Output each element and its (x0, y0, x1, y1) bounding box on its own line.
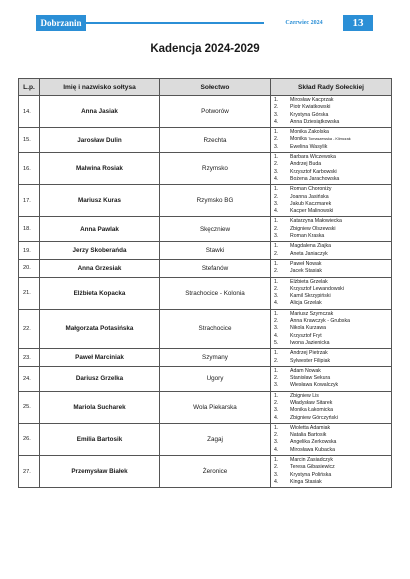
village-name: Żeronice (160, 456, 271, 488)
member-name-text: Wiesława Kowalczyk (290, 382, 339, 389)
council-member (274, 218, 391, 225)
member-name (290, 286, 391, 293)
member-number: 4. (274, 208, 279, 215)
member-name-text: Joanna Jasińska (290, 193, 329, 200)
member-name-suffix: Tomaszewska - Klimczak (308, 137, 351, 142)
row-number: 25. (19, 391, 40, 423)
member-name (290, 104, 391, 111)
member-name-text: Alicja Grzelak (290, 300, 322, 307)
soltys-name: Anna Pawlak (40, 217, 160, 242)
member-name-text: Kamil Skrzypiński (290, 293, 331, 300)
member-number: 4. (274, 118, 279, 125)
council-member (274, 119, 391, 126)
row-number: 15. (19, 128, 40, 153)
member-name-text: Krystyna Górska (290, 111, 329, 118)
member-number: 3. (274, 471, 279, 478)
member-number: 4. (274, 478, 279, 485)
soltys-name: Emilia Bartosik (40, 423, 160, 455)
member-name (290, 311, 391, 318)
member-name (290, 393, 391, 400)
council-table (18, 78, 392, 488)
member-number: 3. (274, 325, 279, 332)
village-name: Rzymsko (160, 153, 271, 185)
column-header-lp: L.p. (19, 79, 40, 96)
council-members (271, 391, 392, 423)
row-number: 19. (19, 242, 40, 260)
member-name (290, 358, 391, 365)
member-name-text: Nikola Kurzawa (290, 325, 327, 332)
soltys-name: Anna Jasiak (40, 96, 160, 128)
member-name (290, 251, 391, 258)
village-name: Rzymsko BG (160, 185, 271, 217)
council-member (274, 286, 391, 293)
member-name-text: Aneta Janiaczyk (290, 250, 328, 257)
council-members (271, 259, 392, 277)
member-name (290, 333, 391, 340)
member-name (290, 169, 391, 176)
council-members (271, 242, 392, 260)
table-row (19, 259, 392, 277)
council-member (274, 243, 391, 250)
row-number: 16. (19, 153, 40, 185)
member-name (290, 382, 391, 389)
table-row (19, 309, 392, 348)
member-name-text: Roman Kraska (290, 233, 325, 240)
member-name-text: Anna Krawczyk - Grubska (290, 318, 350, 325)
council-member (274, 144, 391, 151)
member-name-text: Stanisław Sekura (290, 375, 331, 382)
row-number: 18. (19, 217, 40, 242)
table-row (19, 423, 392, 455)
member-name (290, 375, 391, 382)
page-header (36, 15, 373, 31)
member-name (290, 243, 391, 250)
council-member (274, 368, 391, 375)
member-name-text: Marcin Zasiadczyk (290, 457, 333, 464)
council-member (274, 432, 391, 439)
member-number: 2. (274, 318, 279, 325)
soltys-name: Dariusz Grzelka (40, 366, 160, 391)
council-member (274, 169, 391, 176)
member-number: 2. (274, 225, 279, 232)
member-name-text: Sylwester Filipiak (290, 357, 331, 364)
soltys-name: Paweł Marciniak (40, 349, 160, 367)
soltys-name: Mariola Sucharek (40, 391, 160, 423)
member-name (290, 201, 391, 208)
member-name (290, 194, 391, 201)
member-name-text: Roman Choroniży (290, 186, 332, 193)
council-member (274, 251, 391, 258)
council-member (274, 325, 391, 332)
council-member (274, 194, 391, 201)
member-number: 3. (274, 111, 279, 118)
council-members (271, 309, 392, 348)
member-name (290, 457, 391, 464)
village-name: Rzechta (160, 128, 271, 153)
table-header-row (19, 79, 392, 96)
member-name (290, 340, 391, 347)
council-members (271, 217, 392, 242)
member-name-text: Zbigniew Górczyński (290, 414, 338, 421)
member-name (290, 464, 391, 471)
member-name-text: Mirosława Kubacka (290, 446, 335, 453)
member-name-text: Natalia Bartosik (290, 432, 327, 439)
row-number: 22. (19, 309, 40, 348)
member-number: 1. (274, 278, 279, 285)
member-name (290, 218, 391, 225)
table-row (19, 242, 392, 260)
member-name-text: Krzysztof Karbowski (290, 168, 337, 175)
member-number: 1. (274, 424, 279, 431)
council-member (274, 279, 391, 286)
member-name (290, 186, 391, 193)
member-name-text: Barbara Wiczewska (290, 154, 336, 161)
table-row (19, 128, 392, 153)
village-name: Wola Piekarska (160, 391, 271, 423)
member-name (290, 447, 391, 454)
member-name (290, 261, 391, 268)
member-number: 1. (274, 129, 279, 136)
council-members (271, 349, 392, 367)
council-members (271, 456, 392, 488)
member-number: 2. (274, 432, 279, 439)
council-member (274, 457, 391, 464)
member-number: 3. (274, 407, 279, 414)
row-number: 26. (19, 423, 40, 455)
council-member (274, 407, 391, 414)
member-name-text: Adam Nowak (290, 367, 321, 374)
council-member (274, 268, 391, 275)
member-number: 2. (274, 375, 279, 382)
member-name-text: Wioletta Adamiak (290, 424, 331, 431)
member-name-text: Ewelina Wasylik (290, 143, 328, 150)
member-name-text: Władysław Sitarek (290, 399, 333, 406)
member-number: 1. (274, 97, 279, 103)
table-row (19, 349, 392, 367)
member-name-text: Mirosław Kacprzak (290, 97, 334, 103)
member-number: 3. (274, 168, 279, 175)
council-members (271, 423, 392, 455)
row-number: 23. (19, 349, 40, 367)
member-name (290, 119, 391, 126)
member-number: 3. (274, 293, 279, 300)
member-name-text: Anna Dziesiątkowska (290, 118, 340, 125)
member-number: 2. (274, 104, 279, 111)
member-name-text: Piotr Kwiatkowski (290, 104, 331, 111)
member-number: 3. (274, 439, 279, 446)
council-member (274, 136, 391, 143)
member-name-text: Zbigniew Olszewski (290, 225, 336, 232)
member-name (290, 144, 391, 151)
member-name (290, 279, 391, 286)
council-member (274, 464, 391, 471)
member-name-text: Krzysztof Fryt (290, 332, 322, 339)
member-name-text: Mariusz Szymczak (290, 310, 334, 317)
member-name-text: Andrzej Pietrzak (290, 350, 328, 357)
village-name: Skęczniew (160, 217, 271, 242)
row-number: 27. (19, 456, 40, 488)
member-name (290, 208, 391, 215)
member-name-text: Teresa Gibasiewicz (290, 464, 335, 471)
member-number: 5. (274, 339, 279, 346)
council-member (274, 161, 391, 168)
council-member (274, 154, 391, 161)
member-name-text: Elżbieta Grzelak (290, 278, 328, 285)
member-name (290, 233, 391, 240)
council-member (274, 382, 391, 389)
column-header-village: Sołectwo (160, 79, 271, 96)
member-name-text: Jakub Kaczmarek (290, 200, 332, 207)
member-name (290, 415, 391, 422)
member-number: 2. (274, 193, 279, 200)
council-members (271, 96, 392, 128)
council-member (274, 97, 391, 104)
member-name (290, 112, 391, 119)
column-header-name: Imię i nazwisko sołtysa (40, 79, 160, 96)
table-row (19, 456, 392, 488)
village-name: Strachocice (160, 309, 271, 348)
member-name-text: Katarzyna Małowiecka (290, 218, 342, 225)
member-name-text: Krystyna Polińska (290, 471, 332, 478)
issue-date: Czerwiec 2024 (264, 15, 344, 31)
village-name: Zagaj (160, 423, 271, 455)
council-member (274, 208, 391, 215)
soltys-name: Anna Grzesiak (40, 259, 160, 277)
council-member (274, 415, 391, 422)
member-number: 1. (274, 260, 279, 267)
soltys-name: Przemysław Białek (40, 456, 160, 488)
council-member (274, 226, 391, 233)
member-number: 2. (274, 357, 279, 364)
member-number: 1. (274, 457, 279, 464)
member-number: 1. (274, 186, 279, 193)
council-member (274, 300, 391, 307)
village-name: Stawki (160, 242, 271, 260)
member-name (290, 318, 391, 325)
member-number: 1. (274, 367, 279, 374)
member-name-text: Paweł Nowak (290, 260, 322, 267)
soltys-name: Malwina Rosiak (40, 153, 160, 185)
council-members (271, 153, 392, 185)
council-member (274, 176, 391, 183)
council-member (274, 375, 391, 382)
council-members (271, 128, 392, 153)
member-name-text: Kacper Malinowski (290, 208, 334, 215)
member-name (290, 300, 391, 307)
member-number: 1. (274, 350, 279, 357)
soltys-name: Elżbieta Kopacka (40, 277, 160, 309)
village-name: Ugory (160, 366, 271, 391)
member-number: 4. (274, 446, 279, 453)
council-member (274, 104, 391, 111)
council-members (271, 366, 392, 391)
member-name-text: Krzysztof Lewandowski (290, 285, 344, 292)
council-member (274, 472, 391, 479)
member-name-text: Bożena Jarachowska (290, 175, 340, 182)
table-row (19, 96, 392, 128)
member-number: 3. (274, 233, 279, 240)
council-member (274, 261, 391, 268)
row-number: 21. (19, 277, 40, 309)
row-number: 14. (19, 96, 40, 128)
member-name (290, 439, 391, 446)
member-name-text: Magdalena Ziajka (290, 243, 331, 250)
member-name-text: Monika (290, 136, 307, 143)
council-member (274, 112, 391, 119)
member-name (290, 97, 391, 104)
member-number: 4. (274, 175, 279, 182)
table-row (19, 185, 392, 217)
member-name (290, 350, 391, 357)
member-name (290, 226, 391, 233)
member-number: 2. (274, 250, 279, 257)
village-name: Strachocice - Kolonia (160, 277, 271, 309)
member-number: 2. (274, 161, 279, 168)
member-name (290, 425, 391, 432)
council-member (274, 358, 391, 365)
table-row (19, 277, 392, 309)
row-number: 17. (19, 185, 40, 217)
member-number: 2. (274, 268, 279, 275)
column-header-council: Skład Rady Sołeckiej (271, 79, 392, 96)
member-name-text: Jacek Stasiak (290, 268, 323, 275)
council-member (274, 233, 391, 240)
village-name: Stefanów (160, 259, 271, 277)
member-name (290, 368, 391, 375)
page-title: Kadencja 2024-2029 (150, 43, 260, 55)
member-name (290, 293, 391, 300)
soltys-name: Mariusz Kuras (40, 185, 160, 217)
member-number: 1. (274, 392, 279, 399)
village-name: Potworów (160, 96, 271, 128)
member-number: 2. (274, 399, 279, 406)
council-member (274, 293, 391, 300)
member-name (290, 176, 391, 183)
member-name (290, 400, 391, 407)
member-name-text: Monika Zakolska (290, 129, 329, 136)
member-name-text: Kinga Stasiak (290, 478, 322, 485)
row-number: 20. (19, 259, 40, 277)
council-member (274, 447, 391, 454)
council-member (274, 186, 391, 193)
member-name (290, 325, 391, 332)
member-name (290, 136, 391, 143)
council-member (274, 479, 391, 486)
member-name (290, 432, 391, 439)
council-member (274, 400, 391, 407)
member-name-text: Zbigniew Lis (290, 392, 319, 399)
member-number: 3. (274, 143, 279, 150)
member-name-text: Angelika Żerkowska (290, 439, 337, 446)
member-number: 2. (274, 464, 279, 471)
page-number: 13 (343, 15, 373, 31)
table-row (19, 391, 392, 423)
council-members (271, 277, 392, 309)
member-number: 3. (274, 382, 279, 389)
soltys-name: Jerzy Skoberańda (40, 242, 160, 260)
council-member (274, 129, 391, 136)
council-member (274, 350, 391, 357)
soltys-name: Jarosław Dulin (40, 128, 160, 153)
member-number: 1. (274, 218, 279, 225)
member-number: 2. (274, 136, 279, 143)
council-member (274, 333, 391, 340)
row-number: 24. (19, 366, 40, 391)
member-name (290, 472, 391, 479)
member-name-text: Iwona Jazienicka (290, 339, 330, 346)
council-member (274, 340, 391, 347)
member-name-text: Monika Łakomicka (290, 407, 333, 414)
member-number: 1. (274, 154, 279, 161)
member-number: 1. (274, 310, 279, 317)
council-member (274, 318, 391, 325)
member-number: 3. (274, 200, 279, 207)
member-name (290, 154, 391, 161)
council-member (274, 425, 391, 432)
masthead: Dobrzanin (36, 15, 86, 31)
council-member (274, 393, 391, 400)
table-row (19, 153, 392, 185)
table-row (19, 366, 392, 391)
council-members (271, 185, 392, 217)
council-member (274, 311, 391, 318)
member-number: 4. (274, 332, 279, 339)
council-member (274, 439, 391, 446)
member-name (290, 268, 391, 275)
member-number: 4. (274, 414, 279, 421)
member-name (290, 161, 391, 168)
member-name (290, 479, 391, 486)
member-name-text: Andrzej Buda (290, 161, 322, 168)
member-number: 1. (274, 243, 279, 250)
table-row (19, 217, 392, 242)
village-name: Szymany (160, 349, 271, 367)
council-member (274, 201, 391, 208)
member-name (290, 407, 391, 414)
member-number: 2. (274, 285, 279, 292)
member-number: 4. (274, 300, 279, 307)
soltys-name: Małgorzata Potasińska (40, 309, 160, 348)
member-name (290, 129, 391, 136)
